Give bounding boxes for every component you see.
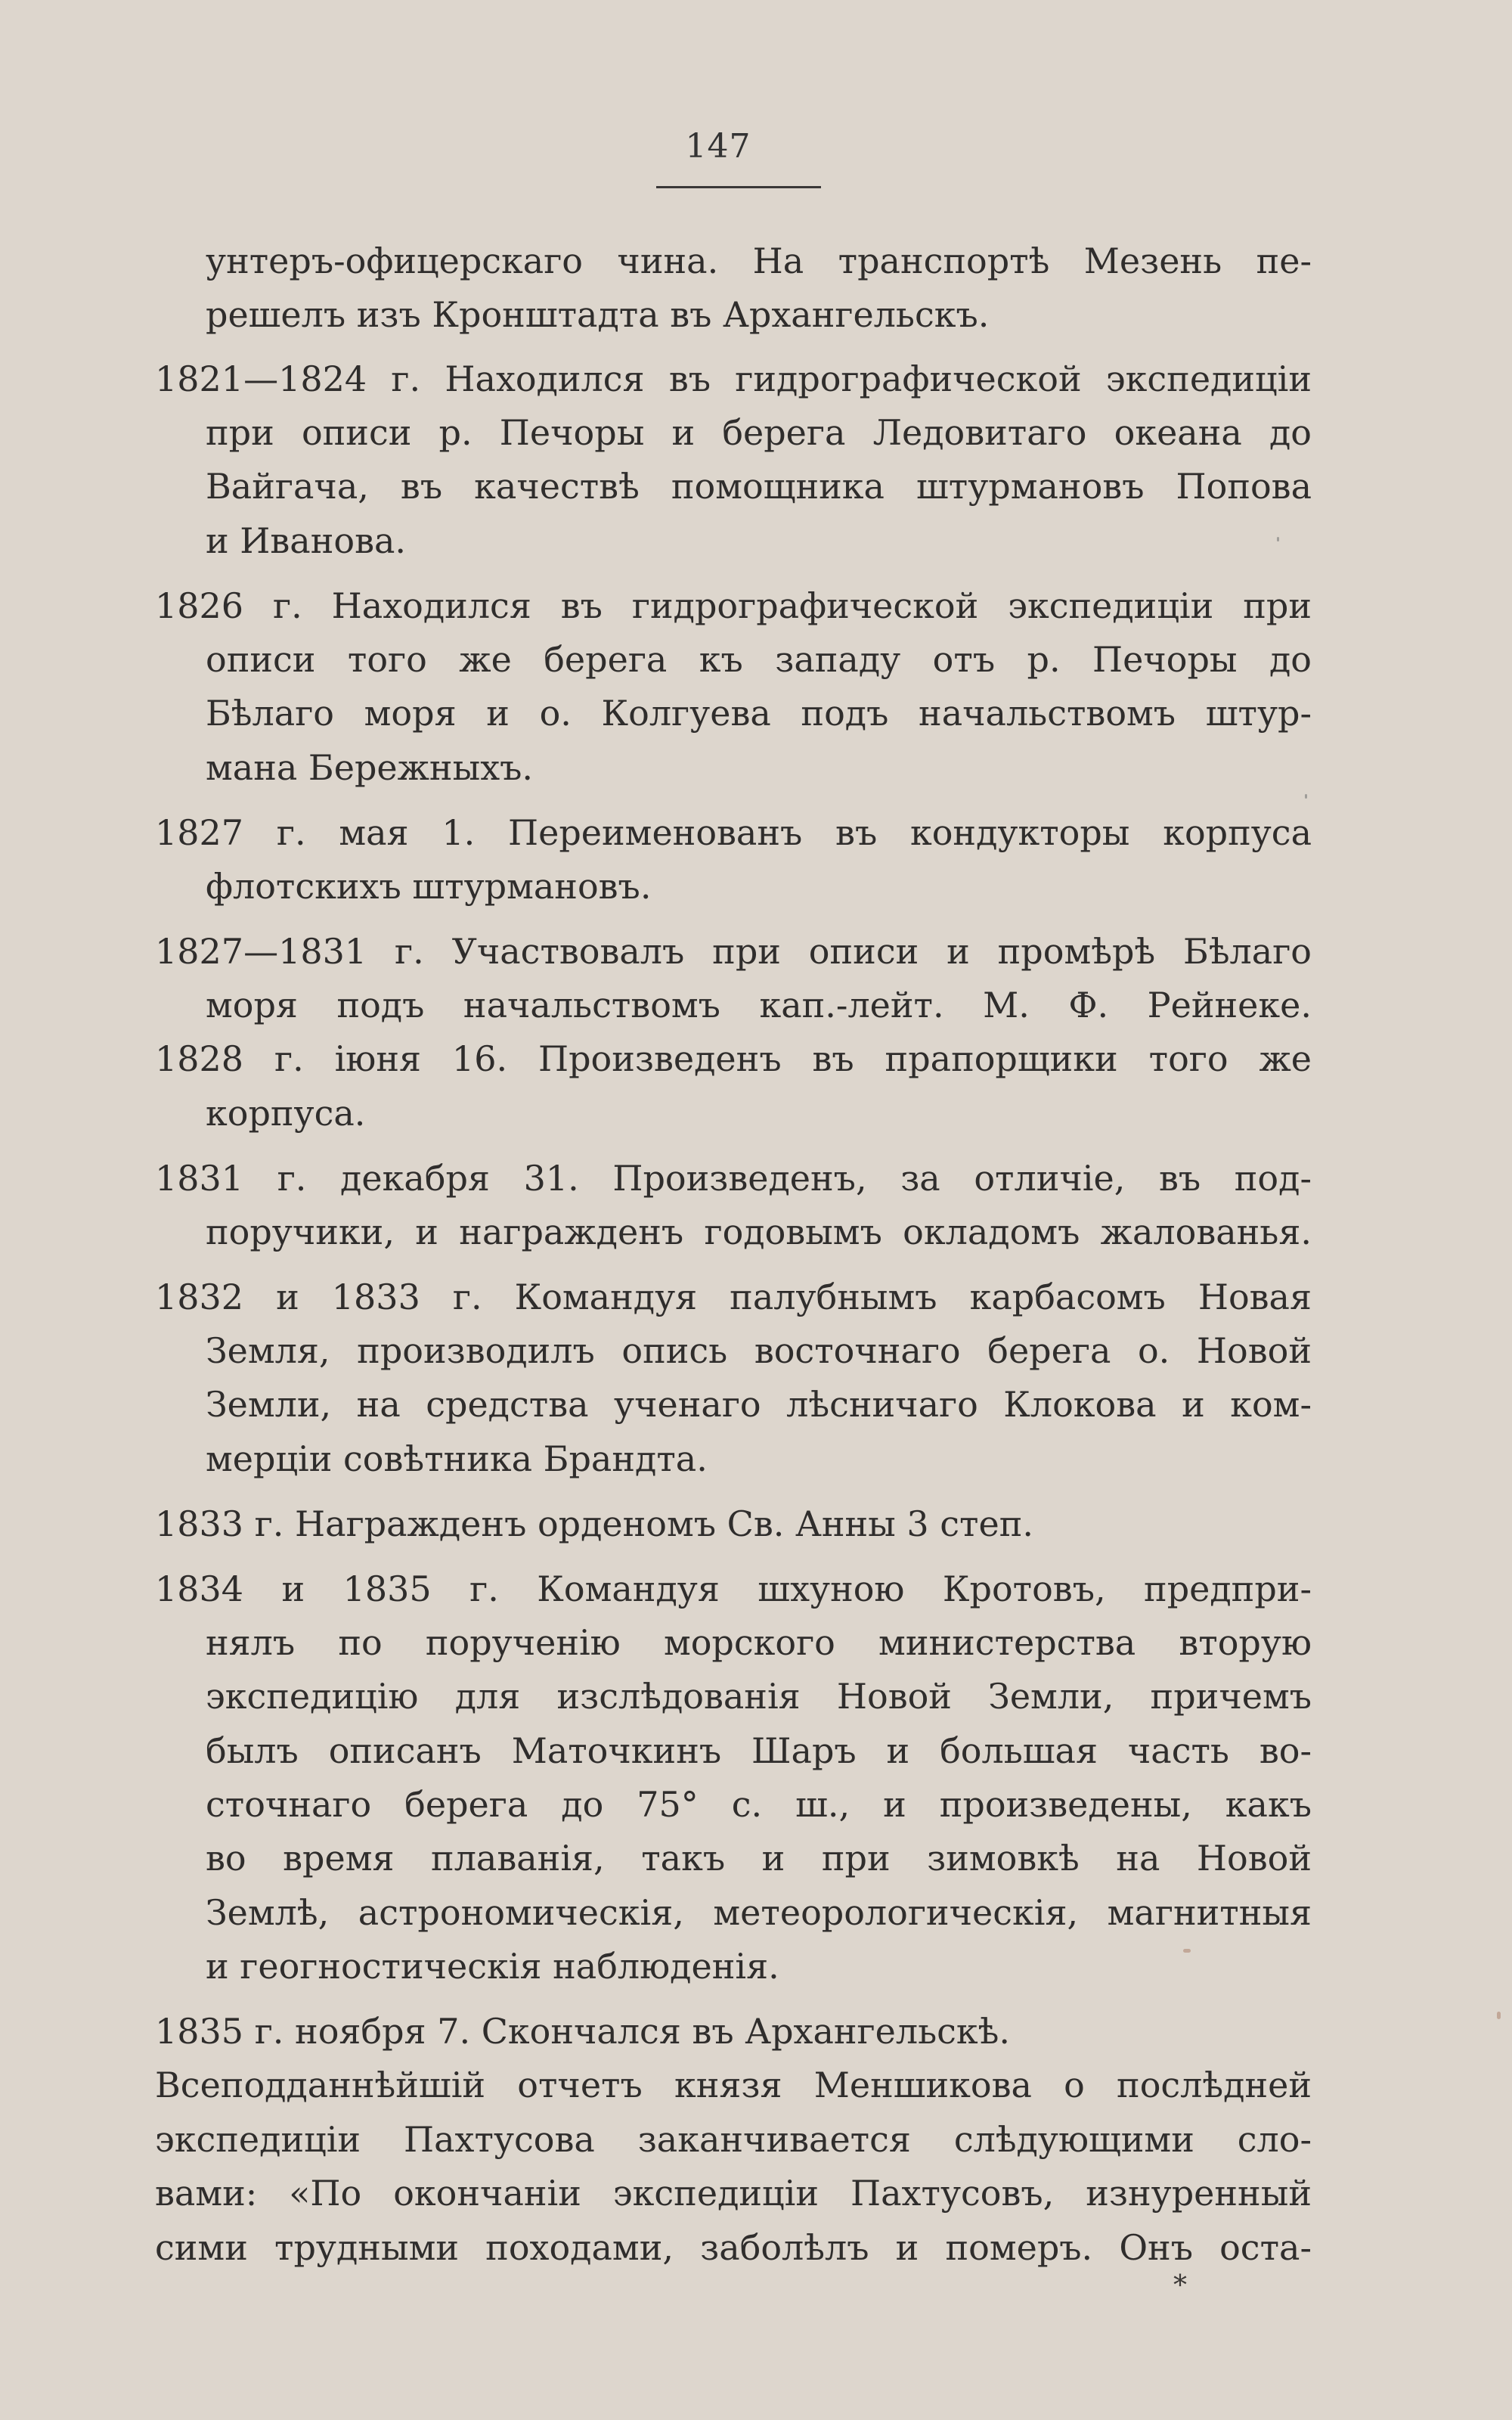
paper-speck bbox=[1277, 537, 1279, 541]
text-line: унтеръ-офицерскаго чина. На транспортѣ Мезень пе- bbox=[206, 240, 1312, 281]
text-line: сточнаго берега до 75° с. ш., и произведены, какъ bbox=[206, 1784, 1312, 1825]
footer-mark: * bbox=[1173, 2270, 1187, 2301]
text-line: Земля, производилъ опись восточнаго берега о. Новой bbox=[206, 1330, 1312, 1371]
paper-speck bbox=[1305, 794, 1307, 799]
text-line: при описи р. Печоры и берега Ледовитаго океана до bbox=[206, 412, 1312, 453]
text-line: Землѣ, астрономическія, метеорологическія, магнитныя bbox=[206, 1892, 1312, 1933]
text-line: 1827—1831 г. Участвовалъ при описи и промѣрѣ Бѣлаго bbox=[155, 931, 1312, 972]
text-line: Всеподданнѣйшій отчетъ князя Меншикова о послѣдней bbox=[155, 2065, 1312, 2105]
text-line: 1821—1824 г. Находился въ гидрографической экспедиціи bbox=[155, 358, 1312, 399]
text-line: поручики, и награжденъ годовымъ окладомъ жалованья. bbox=[206, 1212, 1312, 1252]
text-line: мана Бережныхъ. bbox=[206, 747, 534, 788]
text-line: во время плаванія, такъ и при зимовкѣ на Новой bbox=[206, 1838, 1312, 1879]
text-line: описи того же берега къ западу отъ р. Печоры до bbox=[206, 639, 1312, 680]
text-line: мерціи совѣтника Брандта. bbox=[206, 1438, 708, 1479]
text-line: решелъ изъ Кронштадта въ Архангельскъ. bbox=[206, 294, 990, 335]
text-line: 1835 г. ноября 7. Скончался въ Архангельскѣ. bbox=[155, 2011, 1011, 2052]
text-line: 1832 и 1833 г. Командуя палубнымъ карбасомъ Новая bbox=[155, 1277, 1312, 1317]
text-line: и Иванова. bbox=[206, 520, 407, 561]
text-line: Вайгача, въ качествѣ помощника штурмановъ Попова bbox=[206, 466, 1312, 507]
text-line: флотскихъ штурмановъ. bbox=[206, 866, 652, 907]
paper-speck bbox=[1497, 2012, 1501, 2019]
text-line: былъ описанъ Маточкинъ Шаръ и большая часть во- bbox=[206, 1730, 1312, 1771]
text-line: 1826 г. Находился въ гидрографической экспедиціи при bbox=[155, 585, 1312, 626]
text-line: корпуса. bbox=[206, 1093, 366, 1134]
page-number: 147 bbox=[685, 127, 751, 166]
text-line: вами: «По окончаніи экспедиціи Пахтусовъ, изнуренный bbox=[155, 2173, 1312, 2214]
text-line: и геогностическія наблюденія. bbox=[206, 1946, 779, 1987]
text-line: экспедиціи Пахтусова заканчивается слѣдующими сло- bbox=[155, 2119, 1312, 2160]
text-line: сими трудными походами, заболѣлъ и померъ. Онъ оста- bbox=[155, 2227, 1312, 2268]
text-line: 1827 г. мая 1. Переименованъ въ кондукторы корпуса bbox=[155, 812, 1312, 853]
text-line: Бѣлаго моря и о. Колгуева подъ начальствомъ штур- bbox=[206, 693, 1312, 734]
text-line: экспедицію для изслѣдованія Новой Земли, причемъ bbox=[206, 1676, 1312, 1717]
paper-speck bbox=[1183, 1949, 1191, 1953]
text-line: 1831 г. декабря 31. Произведенъ, за отличіе, въ под- bbox=[155, 1158, 1312, 1199]
text-line: 1828 г. іюня 16. Произведенъ въ прапорщики того же bbox=[155, 1038, 1312, 1079]
text-line: нялъ по порученію морского министерства вторую bbox=[206, 1622, 1312, 1663]
text-line: 1833 г. Награжденъ орденомъ Св. Анны 3 степ. bbox=[155, 1503, 1033, 1544]
text-line: моря подъ начальствомъ кап.-лейт. М. Ф. Рейнеке. bbox=[206, 985, 1312, 1025]
text-line: Земли, на средства ученаго лѣсничаго Клокова и ком- bbox=[206, 1384, 1312, 1425]
text-line: 1834 и 1835 г. Командуя шхуною Кротовъ, предпри- bbox=[155, 1568, 1312, 1609]
